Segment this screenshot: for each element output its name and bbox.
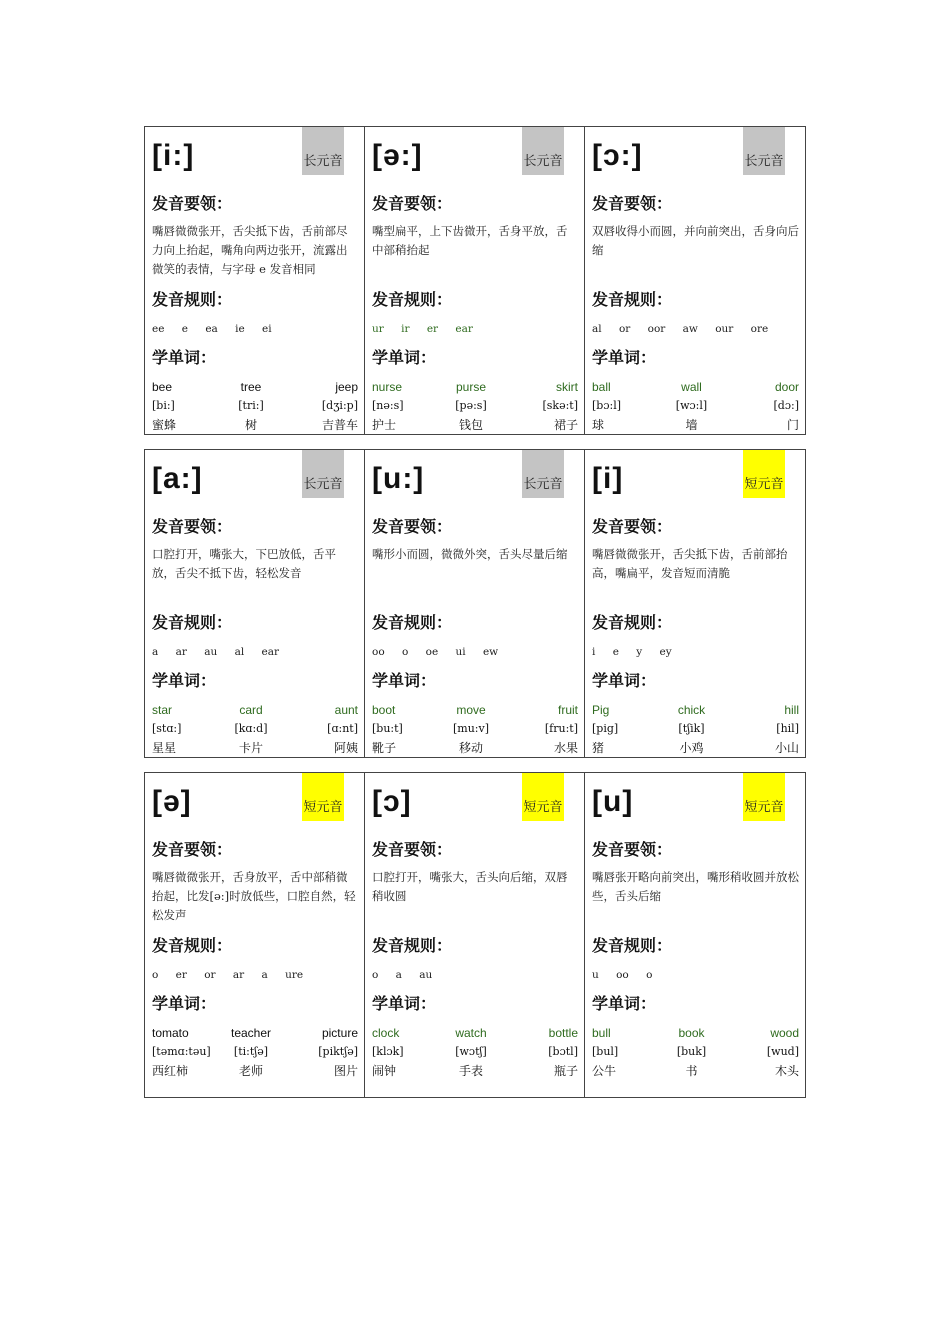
vowel-type-badge: 短元音 [743, 773, 785, 821]
heading-learn-words: 学单词： [152, 994, 217, 1013]
word-list [592, 1024, 799, 1080]
word-ipa: [piktʃə] [318, 1045, 358, 1059]
phoneme-card [585, 773, 805, 1097]
vowel-type-badge: 短元音 [302, 773, 344, 821]
phoneme-card [365, 450, 585, 757]
vowel-type-badge: 长元音 [743, 127, 785, 175]
word-line-zh [592, 1061, 799, 1080]
heading-pronunciation-rule: 发音规则： [372, 936, 453, 955]
word-ipa: [bul] [592, 1045, 619, 1059]
word-zh: 书 [685, 1063, 698, 1078]
word-list [152, 1024, 358, 1080]
heading-learn-words: 学单词： [592, 994, 657, 1013]
vowel-type-badge: 长元音 [302, 450, 344, 498]
word-en: aunt [334, 703, 358, 718]
pronunciation-description: 嘴唇微微张开，舌尖抵下齿，舌前部抬高，嘴扁平，发音短而清脆 [592, 547, 788, 580]
heading-pronunciation-point: 发音要领： [372, 194, 453, 213]
phoneme-symbol: [a:] [152, 462, 203, 495]
phoneme-symbol: [i] [592, 462, 624, 495]
word-en: chick [677, 703, 706, 718]
phoneme-symbol: [ə] [152, 785, 192, 818]
word-en: hill [784, 703, 799, 718]
word-ipa: [dɔ:] [773, 399, 799, 413]
phonics-sheet [144, 126, 806, 1098]
word-en: bee [152, 380, 173, 395]
card-row [144, 126, 806, 435]
word-zh: 小山 [774, 740, 799, 755]
heading-pronunciation-point: 发音要领： [372, 840, 453, 859]
word-ipa: [hil] [776, 722, 799, 736]
word-line-ipa [592, 1043, 799, 1062]
word-en: tomato [152, 1026, 189, 1041]
word-zh: 墙 [685, 417, 698, 432]
word-ipa: [ti:tʃə] [233, 1045, 269, 1059]
word-en: card [239, 703, 263, 718]
word-zh: 老师 [238, 1063, 263, 1078]
word-ipa: [bu:t] [372, 722, 403, 736]
word-list [592, 378, 799, 434]
spelling-rules: ur ir er ear [372, 323, 473, 335]
spelling-rules: al or oor aw our ore [592, 323, 769, 335]
phoneme-symbol: [ə:] [372, 139, 423, 172]
word-ipa: [pə:s] [455, 399, 487, 413]
heading-pronunciation-point: 发音要领： [592, 517, 673, 536]
heading-pronunciation-rule: 发音规则： [372, 613, 453, 632]
phoneme-card [365, 127, 585, 434]
word-line-zh [152, 738, 358, 757]
word-line-ipa [372, 397, 578, 416]
word-line-zh [152, 1061, 358, 1080]
word-line-ipa [592, 720, 799, 739]
word-list [372, 1024, 578, 1080]
word-en: clock [372, 1026, 400, 1041]
word-zh: 星星 [152, 740, 177, 755]
word-line-ipa [152, 1043, 358, 1062]
phoneme-symbol: [u] [592, 785, 634, 818]
word-line-en [592, 701, 799, 720]
word-zh: 猪 [592, 740, 605, 755]
card-row [144, 772, 806, 1098]
pronunciation-description: 双唇收得小而圆，并向前突出，舌身向后缩 [592, 224, 799, 257]
spelling-rules: i e y ey [592, 646, 672, 658]
vowel-type-badge: 短元音 [743, 450, 785, 498]
word-en: boot [372, 703, 396, 718]
word-list [372, 701, 578, 757]
word-line-en [152, 1024, 358, 1043]
spelling-rules: oo o oe ui ew [372, 646, 499, 658]
word-ipa: [kɑ:d] [234, 722, 268, 736]
word-list [372, 378, 578, 434]
word-zh: 蜜蜂 [152, 417, 177, 432]
heading-pronunciation-rule: 发音规则： [372, 290, 453, 309]
word-zh: 门 [786, 417, 799, 432]
phoneme-symbol: [ɔ] [372, 785, 412, 818]
phoneme-symbol: [u:] [372, 462, 425, 495]
word-en: ball [592, 380, 611, 395]
phoneme-card [145, 127, 365, 434]
word-en: fruit [557, 703, 578, 718]
phoneme-card [145, 450, 365, 757]
word-line-zh [592, 415, 799, 434]
word-ipa: [ɑ:nt] [327, 722, 358, 736]
word-ipa: [bɔtl] [548, 1045, 578, 1059]
word-ipa: [skə:t] [542, 399, 578, 413]
word-en: star [152, 703, 173, 718]
heading-pronunciation-point: 发音要领： [152, 517, 233, 536]
spelling-rules: ee e ea ie ei [152, 323, 272, 335]
phoneme-card [365, 773, 585, 1097]
word-zh: 西红柿 [152, 1063, 189, 1078]
phoneme-card [585, 450, 805, 757]
heading-pronunciation-rule: 发音规则： [152, 936, 233, 955]
word-line-en [152, 378, 358, 397]
heading-learn-words: 学单词： [152, 348, 217, 367]
word-list [592, 701, 799, 757]
word-ipa: [wɔtʃ] [455, 1045, 487, 1059]
word-line-ipa [592, 397, 799, 416]
word-zh: 靴子 [372, 740, 397, 755]
word-zh: 卡片 [238, 740, 263, 755]
heading-pronunciation-point: 发音要领： [592, 840, 673, 859]
word-ipa: [stɑ:] [152, 722, 182, 736]
word-zh: 图片 [333, 1063, 358, 1078]
word-line-zh [372, 415, 578, 434]
word-ipa: [bɔ:l] [592, 399, 622, 413]
word-line-ipa [372, 720, 578, 739]
word-en: skirt [556, 380, 578, 395]
heading-learn-words: 学单词： [372, 671, 437, 690]
word-en: Pig [592, 703, 610, 718]
word-ipa: [pig] [592, 722, 619, 736]
word-zh: 树 [244, 417, 257, 432]
word-list [152, 701, 358, 757]
word-zh: 闹钟 [372, 1063, 397, 1078]
phoneme-symbol: [ɔ:] [592, 139, 643, 172]
heading-pronunciation-rule: 发音规则： [152, 613, 233, 632]
word-line-en [372, 701, 578, 720]
word-en: watch [455, 1026, 487, 1041]
word-en: book [678, 1026, 705, 1041]
word-zh: 吉普车 [321, 417, 358, 432]
word-ipa: [klɔk] [372, 1045, 404, 1059]
phoneme-card [145, 773, 365, 1097]
word-ipa: [bi:] [152, 399, 175, 413]
pronunciation-description: 嘴唇微微张开，舌尖抵下齿，舌前部尽力向上抬起，嘴角向两边张开，流露出微笑的表情，与字母 e 发音相同 [152, 224, 348, 276]
word-en: picture [321, 1026, 358, 1041]
phoneme-symbol: [i:] [152, 139, 195, 172]
spelling-rules: a ar au al ear [152, 646, 280, 658]
word-en: purse [455, 380, 487, 395]
heading-pronunciation-point: 发音要领： [152, 840, 233, 859]
word-ipa: [nə:s] [372, 399, 404, 413]
word-en: door [774, 380, 799, 395]
word-line-en [372, 378, 578, 397]
word-en: teacher [230, 1026, 272, 1041]
word-zh: 手表 [458, 1063, 483, 1078]
pronunciation-description: 口腔打开，嘴张大，下巴放低，舌平放，舌尖不抵下齿，轻松发音 [152, 547, 336, 580]
word-list [152, 378, 358, 434]
word-line-ipa [372, 1043, 578, 1062]
word-line-zh [372, 1061, 578, 1080]
word-zh: 瓶子 [553, 1063, 578, 1078]
word-en: jeep [335, 380, 358, 395]
word-zh: 阿姨 [333, 740, 358, 755]
heading-pronunciation-point: 发音要领： [592, 194, 673, 213]
word-line-en [372, 1024, 578, 1043]
heading-learn-words: 学单词： [372, 994, 437, 1013]
word-ipa: [wud] [766, 1045, 799, 1059]
pronunciation-description: 口腔打开，嘴张大，舌头向后缩，双唇稍收圆 [372, 870, 568, 903]
phoneme-card [585, 127, 805, 434]
word-en: wood [770, 1026, 799, 1041]
word-zh: 球 [592, 417, 605, 432]
card-row [144, 449, 806, 758]
word-zh: 公牛 [592, 1063, 617, 1078]
word-ipa: [tri:] [238, 399, 264, 413]
heading-pronunciation-rule: 发音规则： [592, 290, 673, 309]
word-zh: 移动 [458, 740, 483, 755]
word-line-en [592, 378, 799, 397]
word-line-ipa [152, 720, 358, 739]
word-zh: 木头 [774, 1063, 799, 1078]
word-en: nurse [372, 380, 403, 395]
word-ipa: [təmɑ:təu] [152, 1045, 211, 1059]
spelling-rules: o a au [372, 969, 433, 981]
word-zh: 护士 [372, 417, 397, 432]
word-ipa: [tʃik] [678, 722, 705, 736]
vowel-type-badge: 短元音 [522, 773, 564, 821]
word-line-en [152, 701, 358, 720]
spelling-rules: u oo o [592, 969, 653, 981]
word-en: tree [240, 380, 262, 395]
word-zh: 裙子 [553, 417, 578, 432]
pronunciation-description: 嘴唇张开略向前突出，嘴形稍收圆并放松些，舌头后缩 [592, 870, 799, 903]
word-ipa: [wɔ:l] [675, 399, 708, 413]
pronunciation-description: 嘴唇微微张开，舌身放平，舌中部稍微抬起，比发[ə:]时放低些，口腔自然，轻松发声 [152, 870, 356, 922]
heading-learn-words: 学单词： [372, 348, 437, 367]
vowel-type-badge: 长元音 [302, 127, 344, 175]
vowel-type-badge: 长元音 [522, 127, 564, 175]
word-en: bull [592, 1026, 611, 1041]
word-line-ipa [152, 397, 358, 416]
word-line-zh [592, 738, 799, 757]
word-zh: 小鸡 [679, 740, 704, 755]
heading-learn-words: 学单词： [152, 671, 217, 690]
heading-pronunciation-rule: 发音规则： [592, 936, 673, 955]
word-line-zh [152, 415, 358, 434]
heading-pronunciation-rule: 发音规则： [592, 613, 673, 632]
word-line-zh [372, 738, 578, 757]
heading-learn-words: 学单词： [592, 671, 657, 690]
word-zh: 水果 [553, 740, 578, 755]
word-ipa: [mu:v] [452, 722, 490, 736]
word-ipa: [fru:t] [544, 722, 578, 736]
pronunciation-description: 嘴型扁平，上下齿微开，舌身平放，舌中部稍抬起 [372, 224, 568, 257]
word-en: move [456, 703, 486, 718]
word-zh: 钱包 [458, 417, 483, 432]
word-ipa: [dʒi:p] [321, 399, 358, 413]
word-line-en [592, 1024, 799, 1043]
pronunciation-description: 嘴形小而圆，微微外突，舌头尽量后缩 [372, 547, 568, 561]
heading-pronunciation-rule: 发音规则： [152, 290, 233, 309]
vowel-type-badge: 长元音 [522, 450, 564, 498]
heading-pronunciation-point: 发音要领： [152, 194, 233, 213]
heading-learn-words: 学单词： [592, 348, 657, 367]
word-en: wall [681, 380, 702, 395]
spelling-rules: o er or ar a ure [152, 969, 304, 981]
heading-pronunciation-point: 发音要领： [372, 517, 453, 536]
word-ipa: [buk] [676, 1045, 707, 1059]
word-en: bottle [548, 1026, 578, 1041]
